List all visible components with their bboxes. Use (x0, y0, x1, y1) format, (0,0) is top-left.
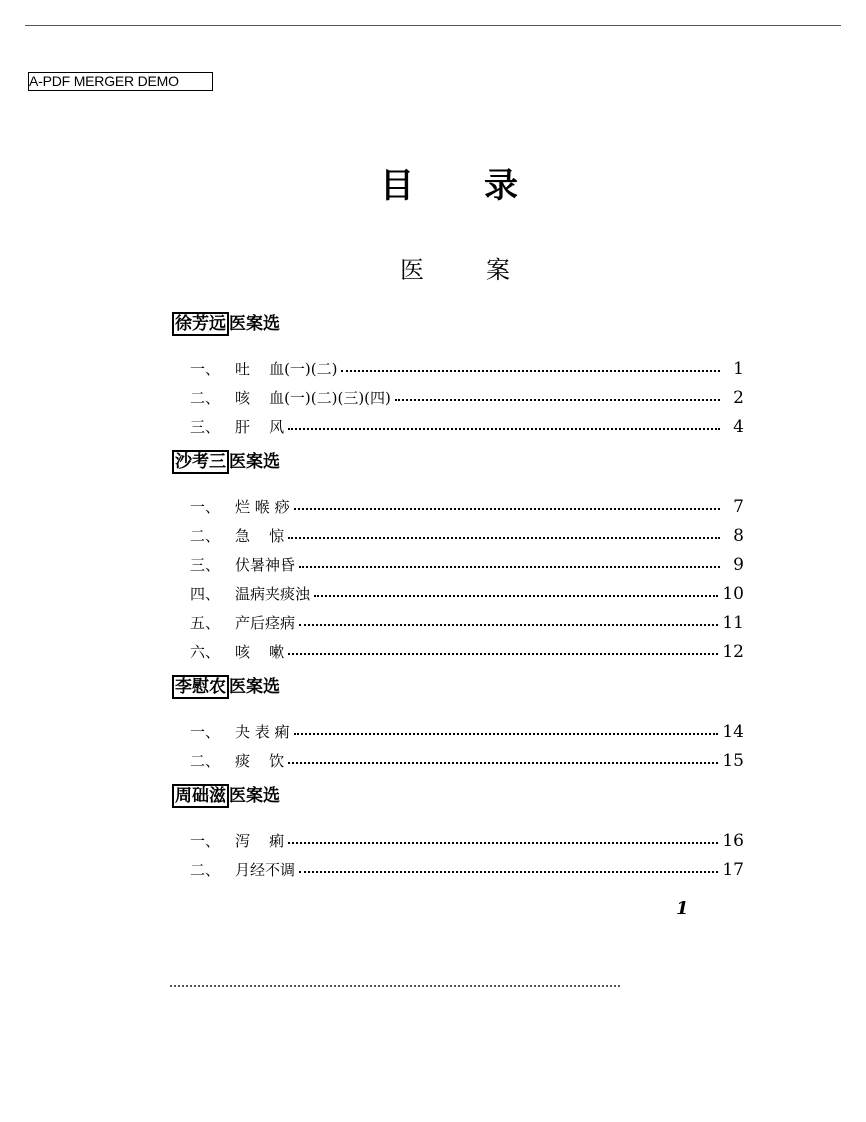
toc-entry[interactable] (172, 412, 744, 441)
dot-leader (314, 595, 718, 597)
entry-number: 二、 (190, 389, 221, 407)
toc-entry[interactable] (172, 855, 744, 884)
entry-page: 4 (733, 416, 744, 437)
toc-entry[interactable] (172, 826, 744, 855)
toc-entry[interactable] (172, 579, 744, 608)
entry-page: 17 (722, 859, 744, 880)
entry-number: 四、 (190, 585, 221, 603)
toc-entry[interactable] (172, 550, 744, 579)
dot-leader (288, 762, 718, 764)
page-title: 目录 (380, 166, 588, 206)
entry-title: 吐 血(一)(二) (235, 360, 338, 378)
toc-section (172, 675, 744, 775)
entry-page: 1 (733, 358, 744, 379)
dot-leader (299, 624, 718, 626)
dot-leader (395, 399, 720, 401)
section-heading (172, 312, 744, 354)
section-title: 医案 (400, 256, 572, 284)
entry-number: 一、 (190, 498, 221, 516)
entry-page: 16 (722, 830, 744, 851)
entry-title: 月经不调 (235, 861, 296, 879)
doctor-name-box: 李慰农 (172, 675, 229, 699)
dot-leader (294, 733, 719, 735)
entry-number: 五、 (190, 614, 221, 632)
entry-title: 肝 风 (235, 418, 285, 436)
section-heading (172, 784, 744, 826)
entry-number: 一、 (190, 832, 221, 850)
entry-title: 烂 喉 痧 (235, 498, 290, 516)
doctor-name-box: 周础滋 (172, 784, 229, 808)
watermark-label: A-PDF MERGER DEMO (28, 72, 213, 91)
section-heading-suffix: 医案选 (229, 786, 280, 806)
toc-entry[interactable] (172, 608, 744, 637)
toc-entry[interactable] (172, 521, 744, 550)
entry-page: 15 (722, 750, 744, 771)
entry-number: 二、 (190, 752, 221, 770)
entry-page: 9 (733, 554, 744, 575)
entry-title: 产后痉病 (235, 614, 296, 632)
doctor-name-box: 沙考三 (172, 450, 229, 474)
top-rule (25, 25, 841, 26)
toc-entry[interactable] (172, 354, 744, 383)
section-heading-suffix: 医案选 (229, 452, 280, 472)
toc-entry[interactable] (172, 492, 744, 521)
entry-page: 2 (733, 387, 744, 408)
table-of-contents (172, 312, 744, 893)
dot-leader (299, 871, 718, 873)
section-heading-suffix: 医案选 (229, 677, 280, 697)
entry-title: 夬 表 痢 (235, 723, 290, 741)
entry-page: 11 (722, 612, 744, 633)
entry-page: 14 (722, 721, 744, 742)
entry-number: 三、 (190, 418, 221, 436)
entry-page: 8 (733, 525, 744, 546)
entry-title: 痰 饮 (235, 752, 285, 770)
entry-title: 泻 痢 (235, 832, 285, 850)
entry-title: 咳 血(一)(二)(三)(四) (235, 389, 391, 407)
page-number: 1 (676, 898, 689, 919)
doctor-name-box: 徐芳远 (172, 312, 229, 336)
entry-page: 7 (733, 496, 744, 517)
entry-title: 急 惊 (235, 527, 285, 545)
entry-title: 温病夹痰浊 (235, 585, 311, 603)
entry-number: 一、 (190, 723, 221, 741)
toc-entry[interactable] (172, 746, 744, 775)
dot-leader (294, 508, 720, 510)
entry-title: 咳 嗽 (235, 643, 285, 661)
section-heading-suffix: 医案选 (229, 314, 280, 334)
entry-title: 伏暑神昏 (235, 556, 296, 574)
dot-leader (288, 537, 720, 539)
dot-leader (288, 653, 718, 655)
entry-number: 三、 (190, 556, 221, 574)
entry-number: 二、 (190, 527, 221, 545)
dot-leader (288, 842, 718, 844)
toc-section (172, 784, 744, 884)
section-heading (172, 675, 744, 717)
entry-number: 二、 (190, 861, 221, 879)
dot-leader (341, 370, 720, 372)
entry-number: 六、 (190, 643, 221, 661)
toc-section (172, 312, 744, 441)
scan-artifact (170, 985, 620, 989)
toc-entry[interactable] (172, 383, 744, 412)
entry-number: 一、 (190, 360, 221, 378)
entry-page: 12 (722, 641, 744, 662)
dot-leader (288, 428, 720, 430)
toc-entry[interactable] (172, 717, 744, 746)
entry-page: 10 (722, 583, 744, 604)
dot-leader (299, 566, 720, 568)
section-heading (172, 450, 744, 492)
toc-entry[interactable] (172, 637, 744, 666)
toc-section (172, 450, 744, 666)
